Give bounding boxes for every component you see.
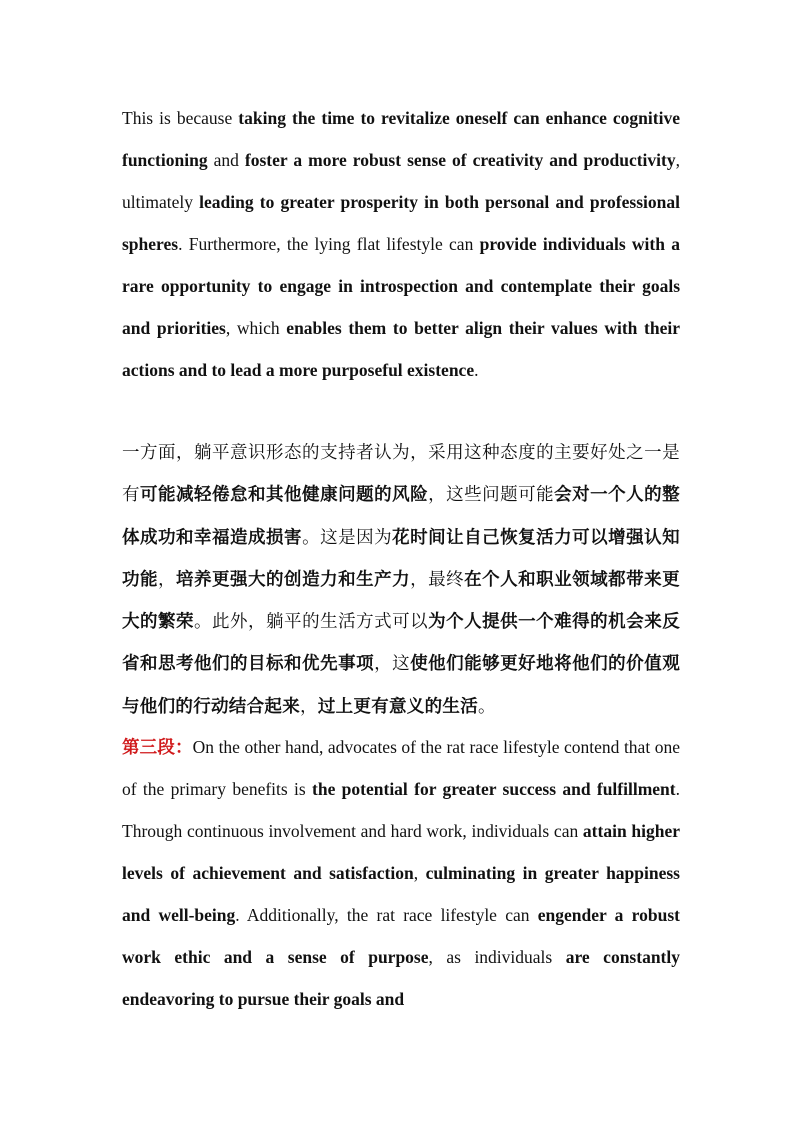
text-run: 。 bbox=[478, 696, 496, 717]
text-run: , which bbox=[225, 318, 287, 338]
text-run: ， bbox=[300, 696, 318, 717]
text-run: ， bbox=[158, 569, 177, 590]
paragraph-english-1 bbox=[122, 97, 680, 391]
bold-phrase: 花时间让自己恢复活力可以增强认知功能 bbox=[122, 527, 680, 590]
bold-phrase: are constantly endeavoring to pursue their goals and bbox=[122, 947, 680, 1009]
text-run: . bbox=[474, 360, 479, 380]
bold-phrase: 使他们能够更好地将他们的价值观与他们的行动结合起来 bbox=[122, 654, 680, 717]
section-label: 第三段： bbox=[122, 737, 193, 757]
text-run: , as individuals bbox=[428, 947, 566, 967]
bold-phrase: attain higher levels of achievement and satisfaction bbox=[122, 821, 680, 883]
bold-phrase: enables them to better align their values with their actions and to lead a more purposeful existence bbox=[122, 318, 680, 380]
bold-phrase: taking the time to revitalize oneself can enhance cognitive functioning bbox=[122, 108, 680, 170]
text-run: . Through continuous involvement and hard work, individuals can bbox=[122, 779, 680, 841]
text-run: and bbox=[207, 150, 245, 170]
bold-phrase: 过上更有意义的生活 bbox=[317, 696, 479, 717]
text-run: ，这些问题可能 bbox=[428, 485, 555, 506]
bold-phrase: 在个人和职业领域都带来更大的繁荣 bbox=[122, 569, 680, 633]
paragraph-chinese-translation bbox=[122, 432, 680, 728]
text-run: ，最终 bbox=[410, 569, 465, 590]
bold-phrase: foster a more robust sense of creativity and productivity bbox=[244, 150, 676, 170]
bold-phrase: culminating in greater happiness and well-being bbox=[122, 863, 680, 925]
text-run: . Furthermore, the lying flat lifestyle can bbox=[178, 234, 480, 254]
paragraph-english-3 bbox=[122, 726, 680, 1020]
bold-phrase: 可能减轻倦怠和其他健康问题的风险 bbox=[140, 485, 429, 506]
bold-phrase: provide individuals with a rare opportunity to engage in introspection and contemplate their goals and priorities bbox=[122, 234, 680, 338]
text-run: This is because bbox=[122, 108, 239, 128]
text-run: . Additionally, the rat race lifestyle can bbox=[235, 905, 538, 925]
bold-phrase: 培养更强大的创造力和生产力 bbox=[176, 569, 411, 590]
text-run: 。此外，躺平的生活方式可以 bbox=[194, 612, 429, 633]
bold-phrase: leading to greater prosperity in both personal and professional spheres bbox=[122, 192, 680, 254]
text-run: , bbox=[413, 863, 426, 883]
text-run: 。这是因为 bbox=[302, 527, 393, 548]
text-run: , ultimately bbox=[122, 150, 680, 212]
text-run: 一方面，躺平意识形态的支持者认为，采用这种态度的主要好处之一是有 bbox=[122, 443, 680, 506]
bold-phrase: 为个人提供一个难得的机会来反省和思考他们的目标和优先事项 bbox=[122, 612, 681, 675]
paragraph-3-body bbox=[122, 737, 680, 1009]
bold-phrase: engender a robust work ethic and a sense of purpose bbox=[122, 905, 680, 967]
bold-phrase: the potential for greater success and fulfillment bbox=[312, 779, 676, 799]
text-run: ，这 bbox=[374, 654, 411, 675]
bold-phrase: 会对一个人的整体成功和幸福造成损害 bbox=[122, 485, 680, 548]
text-run: On the other hand, advocates of the rat race lifestyle contend that one of the primary benefits is bbox=[122, 737, 680, 799]
